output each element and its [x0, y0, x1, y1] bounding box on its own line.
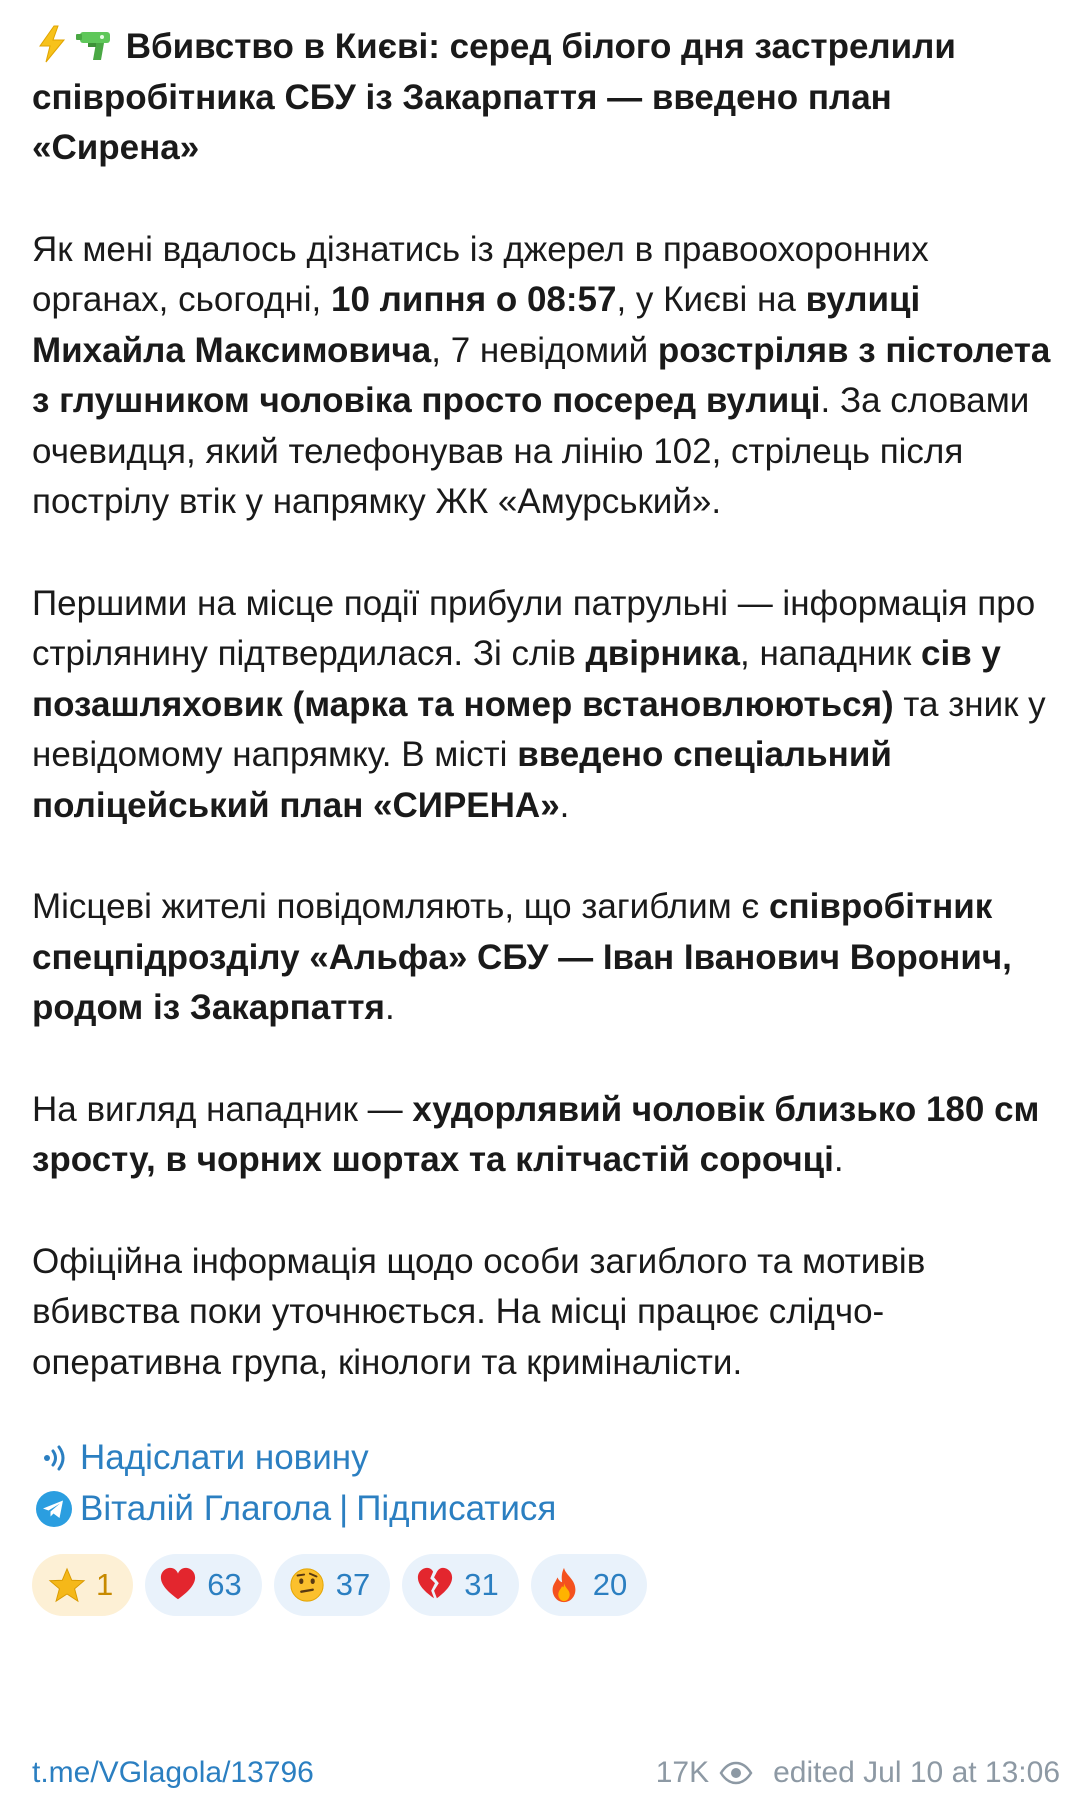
water-pistol-icon	[74, 24, 114, 64]
text-segment: .	[559, 785, 570, 825]
bold-attacker-description: худорлявий чоловік близько 180 см зросту, в чорних шортах та клітчастій сорочці	[32, 1089, 1040, 1179]
reaction-broken-heart[interactable]	[402, 1554, 518, 1616]
bold-shooting: розстріляв з пістолета з глушником чоловіка просто посеред вулиці	[32, 330, 1051, 420]
reaction-fire[interactable]	[531, 1554, 647, 1616]
reactions-bar	[32, 1554, 1056, 1616]
paragraph-attacker	[32, 1085, 1062, 1186]
bold-street: вулиці Михайла Максимовича	[32, 280, 921, 370]
text-segment: Як мені вдалось дізнатись із джерел в правоохоронних органах, сьогодні,	[32, 229, 929, 319]
bold-siren-plan: введено спеціальний поліцейський план «СИРЕНА»	[32, 735, 892, 825]
send-news-link[interactable]	[32, 1433, 1056, 1484]
text-segment: На вигляд нападник —	[32, 1089, 413, 1129]
text-segment: . За словами очевидця, який телефонував на лінію 102, стрілець після пострілу втік у напрямку ЖК «Амурський».	[32, 381, 1030, 521]
text-segment: та зник у невідомому напрямку. В місті	[32, 684, 1046, 774]
post-links	[32, 1433, 1056, 1534]
paragraph-incident	[32, 225, 1062, 528]
signal-waves-icon	[32, 1436, 76, 1480]
reaction-heart[interactable]	[145, 1554, 261, 1616]
post-meta	[656, 1756, 1060, 1790]
text-segment: Місцеві жителі повідомляють, що загиблим є	[32, 887, 770, 926]
text-segment: Офіційна інформація щодо особи загиблого та мотивів вбивства поки уточнюється. На місці працює слідчо-оперативна група, кінологи та криміналісти.	[32, 1241, 926, 1382]
headline-text: Вбивство в Києві: серед білого дня застрелили співробітника СБУ із Закарпаття — введено план «Сирена»	[32, 27, 956, 167]
bold-victim: співробітник спецпідрозділу «Альфа» СБУ — Іван Іванович Воронич, родом із Закарпаття	[32, 887, 1012, 1027]
reaction-count: 37	[335, 1567, 371, 1602]
reaction-thinking[interactable]	[274, 1554, 390, 1616]
thinking-face-icon	[288, 1566, 326, 1604]
reaction-count: 1	[96, 1567, 114, 1602]
telegram-icon	[32, 1487, 76, 1531]
eye-icon	[719, 1756, 753, 1790]
text-segment: .	[384, 988, 395, 1027]
broken-heart-icon	[416, 1566, 454, 1604]
author-link[interactable]: Віталій Глагола	[80, 1488, 332, 1528]
author-line	[32, 1484, 1056, 1535]
edited-timestamp: edited Jul 10 at 13:06	[773, 1756, 1060, 1789]
paragraph-official	[32, 1237, 1062, 1389]
reaction-count: 63	[207, 1567, 242, 1602]
post-url-link[interactable]: t.me/VGlagola/13796	[32, 1756, 314, 1789]
reaction-count: 31	[464, 1567, 499, 1602]
reaction-count: 20	[592, 1567, 628, 1602]
text-segment: , у Києві на	[616, 280, 806, 319]
bold-suv: сів у позашляховик (марка та номер встановлюються)	[32, 634, 1001, 724]
text-segment: , 7 невідомий	[431, 330, 658, 370]
post-headline	[32, 22, 1062, 174]
fire-icon	[545, 1566, 583, 1604]
paragraph-victim	[32, 882, 1062, 1034]
text-segment: , нападник	[740, 634, 921, 673]
view-count: 17K	[655, 1756, 710, 1789]
bold-janitor: двірника	[585, 634, 740, 673]
send-news-label: Надіслати новину	[80, 1438, 369, 1477]
star-icon	[48, 1566, 86, 1604]
subscribe-link[interactable]: Підписатися	[356, 1488, 557, 1528]
post-footer	[32, 1748, 1060, 1798]
reaction-star[interactable]	[32, 1554, 133, 1616]
lightning-icon	[32, 24, 72, 64]
paragraph-patrol	[32, 579, 1062, 832]
bold-date-time: 10 липня о 08:57	[331, 280, 617, 319]
heart-icon	[159, 1566, 197, 1604]
link-separator: |	[339, 1488, 349, 1528]
text-segment: Першими на місце події прибули патрульні — інформація про стрілянину підтвердилася. Зі слів	[32, 583, 1036, 673]
text-segment: .	[833, 1140, 844, 1179]
